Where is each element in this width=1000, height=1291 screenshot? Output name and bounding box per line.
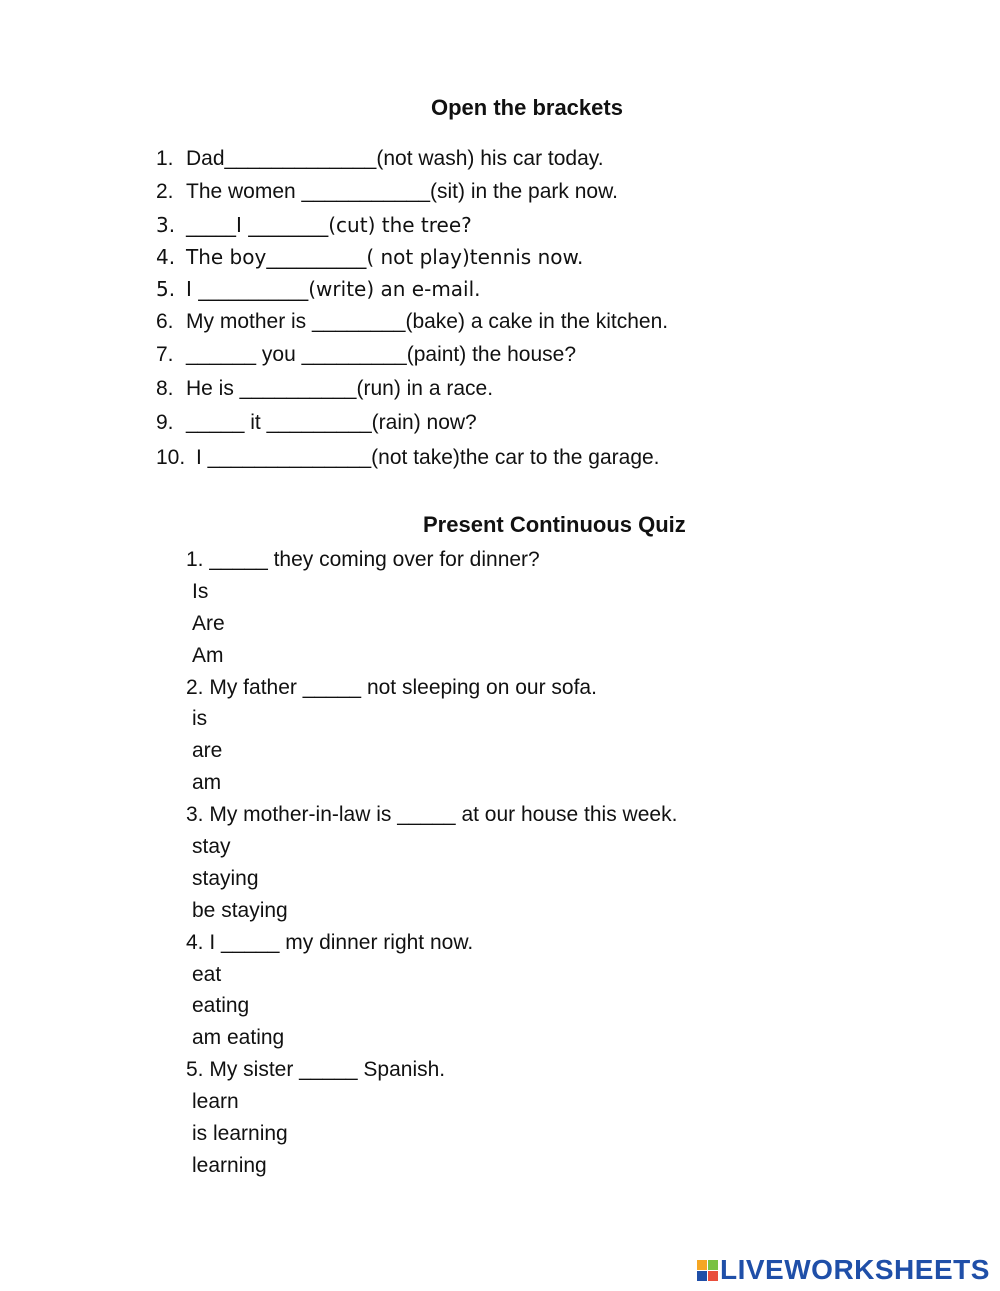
quiz-option: Is: [192, 579, 209, 603]
list-item: [156, 406, 668, 440]
list-item: [156, 372, 668, 406]
quiz-option: am eating: [192, 1026, 285, 1050]
logo-block: [697, 1271, 707, 1281]
item-number: 6.: [156, 309, 174, 333]
quiz-option: learn: [192, 1090, 239, 1114]
item-number: 3.: [156, 212, 176, 237]
item-text: The women ___________(sit) in the park now.: [186, 179, 618, 203]
item-text: I ______________(not take)the car to the garage.: [196, 446, 660, 469]
section1-title: Open the brackets: [431, 95, 623, 120]
item-number: 10.: [156, 446, 186, 469]
quiz-question: 5. My sister _____ Spanish.: [186, 1058, 446, 1082]
item-text: He is __________(run) in a race.: [186, 377, 494, 400]
logo-blocks-icon: [697, 1260, 718, 1281]
quiz-option: be staying: [192, 898, 288, 922]
list-item: [156, 440, 668, 476]
section2-title: Present Continuous Quiz: [423, 512, 686, 537]
item-number: 5.: [156, 277, 176, 301]
quiz-option: am: [192, 771, 222, 795]
quiz-option: Am: [192, 643, 224, 667]
item-text: Dad_____________(not wash) his car today.: [186, 146, 604, 170]
item-number: 2.: [156, 179, 174, 203]
item-number: 1.: [156, 146, 174, 170]
brackets-list: [156, 142, 668, 476]
item-number: 7.: [156, 343, 174, 366]
item-text: I ___________(write) an e-mail.: [186, 277, 481, 301]
quiz-option: is learning: [192, 1121, 288, 1145]
item-number: 4.: [156, 245, 176, 269]
list-item: [156, 273, 668, 305]
logo-block: [697, 1260, 707, 1270]
quiz-option: eating: [192, 994, 250, 1018]
quiz-question: 4. I _____ my dinner right now.: [186, 930, 474, 954]
list-item: [156, 175, 668, 208]
item-text: The boy__________( not play)tennis now.: [186, 245, 584, 269]
list-item: [156, 142, 668, 175]
quiz-option: stay: [192, 834, 231, 858]
quiz-option: is: [192, 707, 208, 731]
logo-block: [708, 1260, 718, 1270]
item-number: 9.: [156, 411, 174, 434]
quiz-option: learning: [192, 1153, 267, 1177]
item-text: _____ it _________(rain) now?: [186, 411, 477, 434]
liveworksheets-logo: [697, 1255, 990, 1285]
quiz-option: eat: [192, 962, 222, 986]
quiz-list: [186, 544, 677, 1182]
logo-block: [708, 1271, 718, 1281]
list-item: [156, 305, 668, 338]
item-text: ______ you _________(paint) the house?: [186, 343, 576, 366]
quiz-question: 3. My mother-in-law is _____ at our house this week.: [186, 803, 678, 827]
item-text: _____I ________(cut) the tree?: [186, 212, 472, 237]
item-text: My mother is ________(bake) a cake in the kitchen.: [186, 309, 669, 333]
list-item: [156, 241, 668, 273]
quiz-question: 2. My father _____ not sleeping on our sofa.: [186, 675, 597, 699]
list-item: [156, 338, 668, 372]
quiz-question: 1. _____ they coming over for dinner?: [186, 547, 540, 571]
logo-text: LIVEWORKSHEETS: [720, 1254, 990, 1285]
item-number: 8.: [156, 377, 174, 400]
quiz-option: staying: [192, 866, 259, 890]
quiz-option: are: [192, 739, 223, 763]
list-item: [156, 208, 668, 241]
quiz-option: Are: [192, 611, 225, 635]
